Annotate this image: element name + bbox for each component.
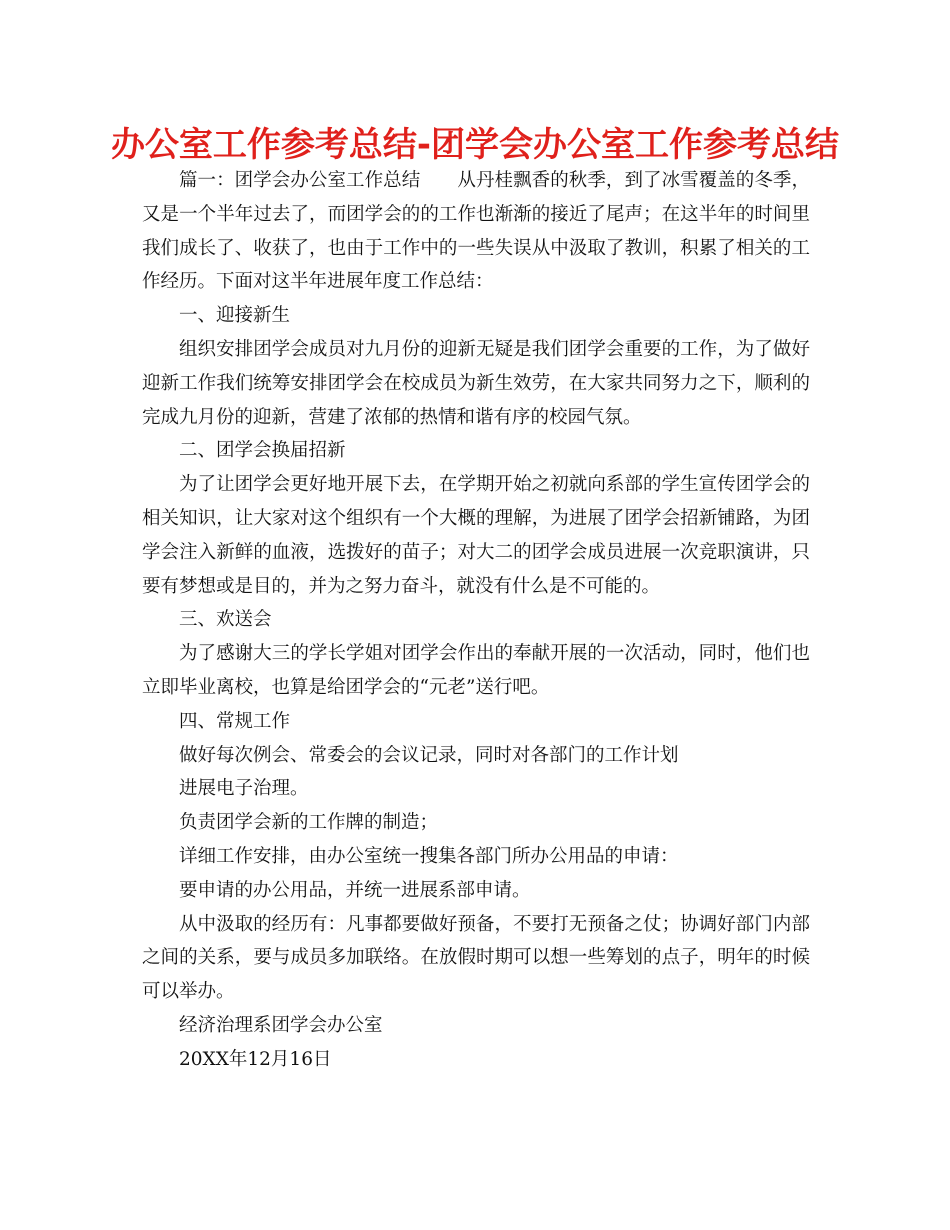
section-heading-recruitment: 二、团学会换届招新 [179,440,346,462]
intro-paragraph: 篇一：团学会办公室工作总结 从丹桂飘香的秋季，到了冰雪覆盖的冬季，又是一个半年过去了，而团学会的的工作也渐渐的接近了尾声；在这半年的时间里我们成长了、收获了，也由于工作中的一些失误从中汲取了教训，积累了相关的工作经历。下面对这半年进展年度工作总结： [142,170,810,293]
paragraph-farewell: 为了感谢大三的学长学姐对团学会作出的奉献开展的一次活动，同时，他们也立即毕业离校，也算是给团学会的“元老”送行吧。 [142,643,810,698]
section-heading-routine-work: 四、常规工作 [179,710,291,732]
paragraph-welcome-freshmen: 组织安排团学会成员对九月份的迎新无疑是我们团学会重要的工作，为了做好迎新工作我们统筹安排团学会在校成员为新生效劳，在大家共同努力之下，顺利的完成九月份的迎新，营建了浓郁的热情和谐有序的校园气氛。 [142,338,810,428]
signature-office: 经济治理系团学会办公室 [179,1014,383,1036]
paragraph-lessons-learned: 从中汲取的经历有：凡事都要做好预备，不要打无预备之仗；协调好部门内部之间的关系，要与成员多加联络。在放假时期可以想一些筹划的点子，明年的时候可以举办。 [142,913,810,1003]
signature-date: 20XX年12月16日 [179,1048,332,1070]
document-title: 办公室工作参考总结-团学会办公室工作参考总结 [110,125,840,165]
section-heading-farewell: 三、欢送会 [179,609,272,631]
paragraph-recruitment: 为了让团学会更好地开展下去，在学期开始之初就向系部的学生宣传团学会的相关知识，让大家对这个组织有一个大概的理解，为进展了团学会招新铺路，为团学会注入新鲜的血液，选拨好的苗子；对大二的团学会成员进展一次竞职演讲，只要有梦想或是目的，并为之努力奋斗，就没有什么是不可能的。 [142,474,810,597]
section-heading-welcome-freshmen: 一、迎接新生 [179,305,291,327]
routine-item-work-badges: 负责团学会新的工作牌的制造； [179,812,439,834]
document-body [142,164,810,1077]
routine-item-department-application: 要申请的办公用品，并统一进展系部申请。 [179,879,531,901]
routine-item-supply-requests: 详细工作安排，由办公室统一搜集各部门所办公用品的申请： [179,845,679,867]
routine-item-meeting-records: 做好每次例会、常委会的会议记录，同时对各部门的工作计划 [179,744,679,766]
routine-item-electronic-management: 进展电子治理。 [179,778,309,800]
